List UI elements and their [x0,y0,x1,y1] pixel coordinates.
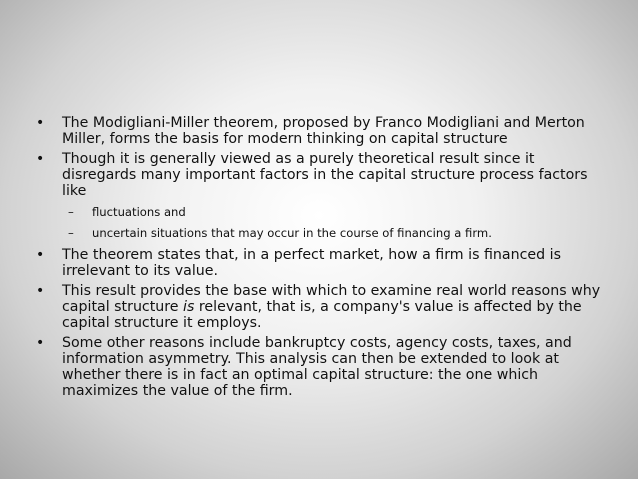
bullet-text: Though it is generally viewed as a purely theoretical result since it disregards many important factors in the capital structure process factors like [62,151,588,199]
bullet-marker: • [36,335,45,351]
sub-bullet-text: fluctuations and [92,205,186,219]
bullet-text-part: This result provides the base with which to examine real world reasons why capital structure [62,283,601,315]
bullet-marker: • [36,151,45,167]
sub-bullet-text: uncertain situations that may occur in the course of financing a firm. [92,226,492,240]
bullet-list [36,115,606,403]
bullet-item [36,115,606,147]
sub-bullet-item [68,226,606,241]
bullet-marker: • [36,283,45,299]
bullet-text [62,283,606,331]
bullet-text-part: relevant, that is, a company's value is affected by the capital structure it employs. [62,299,582,331]
bullet-item [36,335,606,399]
bullet-text: The Modigliani-Miller theorem, proposed by Franco Modigliani and Merton Miller, forms the basis for modern thinking on capital structure [62,115,585,147]
sub-bullet-item [68,205,606,220]
bullet-marker: • [36,247,45,263]
bullet-text: Some other reasons include bankruptcy costs, agency costs, taxes, and information asymmetry. This analysis can then be extended to look at whether there is in fact an optimal capital structure: the one which maximizes the value of the firm. [62,335,572,399]
bullet-marker: • [36,115,45,131]
bullet-item [36,151,606,199]
bullet-text: The theorem states that, in a perfect market, how a firm is financed is irrelevant to its value. [62,247,561,279]
emphasis-text: is [183,299,195,315]
sub-bullet-marker: – [68,205,74,219]
sub-bullet-marker: – [68,226,74,240]
bullet-item [36,247,606,279]
bullet-item [36,283,606,331]
